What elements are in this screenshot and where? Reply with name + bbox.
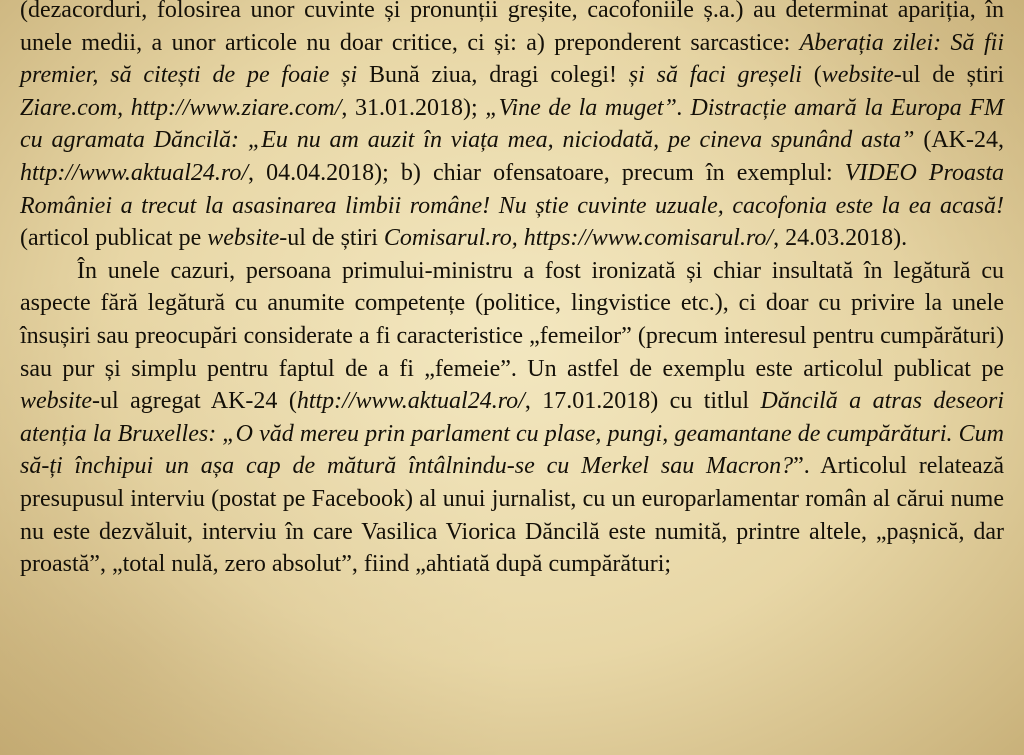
text-run: Bună ziua, dragi colegi! xyxy=(357,62,629,89)
paragraph xyxy=(20,255,1004,581)
italic-text: Aberația zilei: Să fii premier, să citești de pe foaie și xyxy=(20,29,1004,89)
text-run: , 17.01.2018) cu titlul xyxy=(524,388,761,415)
text-run: În unele cazuri, persoana primului-ministru a fost ironizată și chiar insultată în legătură cu aspecte fără legătură cu anumite competențe (politice, lingvistice etc.), ci doar cu privire la unele însușiri sau preocupări considerate a fi caracteristice „femeilor” (precum interesul pentru cumpărături) sau pur și simplu pentru faptul de a fi „femeie”. Un astfel de exemplu este articolul publicat pe xyxy=(20,257,1004,382)
text-run: , 31.01.2018); xyxy=(341,94,486,121)
italic-text: Comisarul.ro, https://www.comisarul.ro/ xyxy=(383,225,774,252)
paragraph xyxy=(20,0,1004,255)
italic-text: http://www.aktual24.ro/ xyxy=(20,159,249,186)
text-run: -ul agregat AK-24 ( xyxy=(92,388,297,415)
text-run: , 24.03.2018). xyxy=(773,225,908,252)
text-run: (AK-24, xyxy=(914,127,1004,154)
italic-text: și să faci greșeli xyxy=(628,62,802,89)
italic-text: Dăncilă a atras deseori atenția la Bruxelles: „O văd mereu prin parlament cu plase, pungi, geamantane de cumpărături. Cum să-ți închipui un așa cap de mătură întâlnindu-se cu Merkel sau Macron? xyxy=(20,388,1004,480)
text-run: -ul de știri xyxy=(279,225,384,252)
italic-text: website xyxy=(207,225,280,252)
text-run: (dezacorduri, folosirea unor cuvinte și pronunții greșite, cacofoniile ș.a.) au determinat apariția, în unele medii, a unor articole nu doar critice, ci și: a) preponderent sarcastice: xyxy=(20,0,1004,56)
italic-text: website xyxy=(20,388,92,415)
document-body xyxy=(20,0,1004,581)
italic-text: Ziare.com, http://www.ziare.com/ xyxy=(20,94,342,121)
italic-text: website xyxy=(821,62,894,89)
text-run: ”. Articolul relatează presupusul interviu (postat pe Facebook) al unui jurnalist, cu un europarlamentar român al cărui nume nu este dezvăluit, interviu în care Vasilica Viorica Dăncilă este numită, printre altele, „pașnică, dar proastă”, „total nulă, zero absolut”, fiind „ahtiată după cumpărături; xyxy=(20,453,1004,578)
italic-text: „Vine de la muget”. Distracție amară la Europa FM cu agramata Dăncilă: „Eu nu am auzit în viața mea, niciodată, pe cineva spunând asta” xyxy=(20,94,1004,154)
text-run: -ul de știri xyxy=(893,62,1005,89)
text-run: ( xyxy=(801,62,822,89)
italic-text: http://www.aktual24.ro/ xyxy=(296,388,525,415)
text-run: , 04.04.2018); b) chiar ofensatoare, precum în exemplul: xyxy=(248,159,845,186)
italic-text: VIDEO Proasta României a trecut la asasinarea limbii române! Nu știe cuvinte uzuale, cacofonia este la ea acasă! xyxy=(20,159,1005,219)
text-run: (articol publicat pe xyxy=(20,225,208,252)
